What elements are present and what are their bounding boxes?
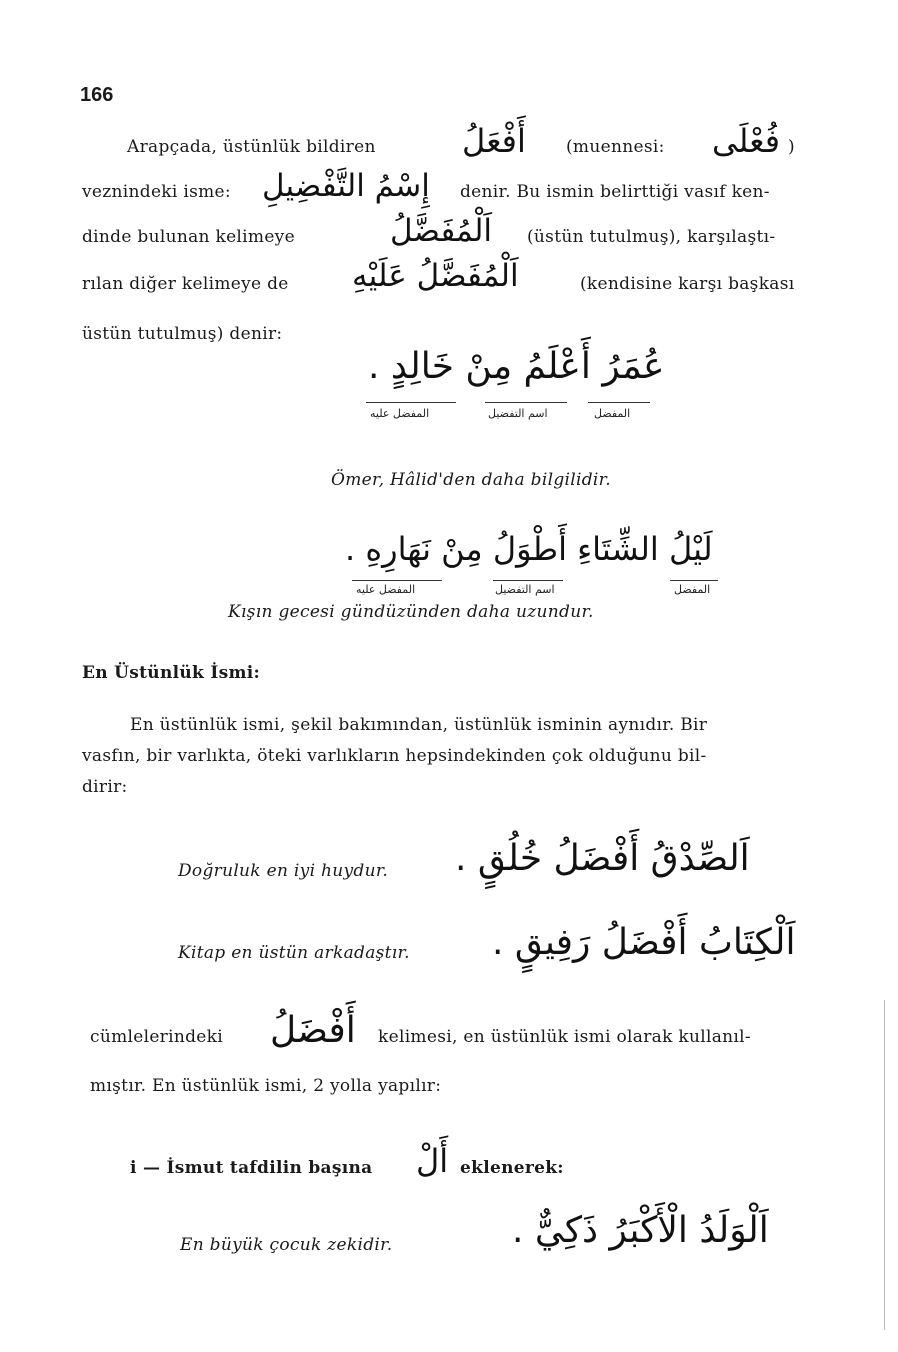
intro-line-3-end: (üstün tutulmuş), karşılaştı- [527, 227, 776, 247]
rule-1-arabic: أَلْ [416, 1142, 449, 1180]
scan-margin-line [884, 1000, 885, 1330]
example-2-translation: Kışın gecesi gündüzünden daha uzundur. [228, 602, 594, 622]
section-paragraph-2-line-2: mıştır. En üstünlük ismi, 2 yolla yapılır: [90, 1076, 442, 1096]
example-2-label-alayh: المفضل عليه [356, 583, 416, 596]
example-1-translation: Ömer, Hâlid'den daha bilgilidir. [331, 470, 611, 490]
arabic-ism-tafdil: إِسْمُ التَّفْضِيلِ [262, 168, 430, 204]
example-2-underline-mufaddal [670, 580, 718, 581]
example-1-underline-mufaddal [588, 402, 650, 403]
intro-line-2-start: veznindeki isme: [82, 182, 231, 202]
intro-line-1-mid: (muennesi: [566, 137, 665, 157]
section-paragraph-2-end: kelimesi, en üstünlük ismi olarak kullanıl- [378, 1027, 751, 1047]
example-1-arabic: عُمَرُ أَعْلَمُ مِنْ خَالِدٍ . [368, 346, 665, 387]
intro-line-4-end: (kendisine karşı başkası [580, 274, 795, 294]
example-1-underline-alayh [366, 402, 456, 403]
example-2-label-mufaddal: المفضل [674, 583, 711, 596]
rule-1-example-translation: En büyük çocuk zekidir. [180, 1235, 393, 1255]
rule-1-start: i — İsmut tafdilin başına [130, 1158, 373, 1178]
rule-1-end: eklenerek: [460, 1158, 564, 1178]
section-paragraph-line-2: vasfın, bir varlıkta, öteki varlıkların hepsindekinden çok olduğunu bil- [82, 746, 707, 766]
section-example-1-translation: Doğruluk en iyi huydur. [178, 861, 389, 881]
arabic-afalu: أَفْعَلُ [462, 122, 526, 160]
section-paragraph-line-3: dirir: [82, 777, 128, 797]
example-2-arabic: لَيْلُ الشِّتَاءِ أَطْوَلُ مِنْ نَهَارِهِ . [345, 530, 713, 568]
page-number: 166 [80, 84, 114, 106]
example-1-underline-ism [485, 402, 567, 403]
example-1-label-mufaddal: المفضل [594, 407, 631, 420]
example-2-underline-ism [493, 580, 563, 581]
arabic-fula: فُعْلَى [712, 122, 780, 160]
intro-line-1-end: ) [788, 137, 795, 157]
intro-line-3-start: dinde bulunan kelimeye [82, 227, 295, 247]
section-paragraph-2-arabic: أَفْضَلُ [270, 1010, 356, 1051]
example-2-label-ism: اسم التفضيل [495, 583, 555, 596]
section-example-2-arabic: اَلْكِتَابُ أَفْضَلُ رَفِيقٍ . [492, 922, 796, 963]
section-example-1-arabic: اَلصِّدْقُ أَفْضَلُ خُلُقٍ . [455, 838, 750, 879]
section-heading: En Üstünlük İsmi: [82, 663, 261, 683]
intro-line-5: üstün tutulmuş) denir: [82, 324, 283, 344]
section-paragraph-2-start: cümlelerindeki [90, 1027, 223, 1047]
example-2-underline-alayh [352, 580, 442, 581]
arabic-mufaddal: اَلْمُفَضَّلُ [390, 213, 493, 249]
intro-line-2-end: denir. Bu ismin belirttiği vasıf ken- [460, 182, 770, 202]
section-example-2-translation: Kitap en üstün arkadaştır. [178, 943, 410, 963]
section-paragraph-line-1: En üstünlük ismi, şekil bakımından, üstünlük isminin aynıdır. Bir [130, 715, 708, 735]
example-1-label-alayh: المفضل عليه [370, 407, 430, 420]
example-1-label-ism: اسم التفضيل [488, 407, 548, 420]
intro-line-4-start: rılan diğer kelimeye de [82, 274, 289, 294]
rule-1-example-arabic: اَلْوَلَدُ الْأَكْبَرُ ذَكِيٌّ . [512, 1210, 769, 1251]
arabic-mufaddal-alayh: اَلْمُفَضَّلُ عَلَيْهِ [352, 258, 519, 294]
intro-line-1-start: Arapçada, üstünlük bildiren [127, 137, 376, 157]
